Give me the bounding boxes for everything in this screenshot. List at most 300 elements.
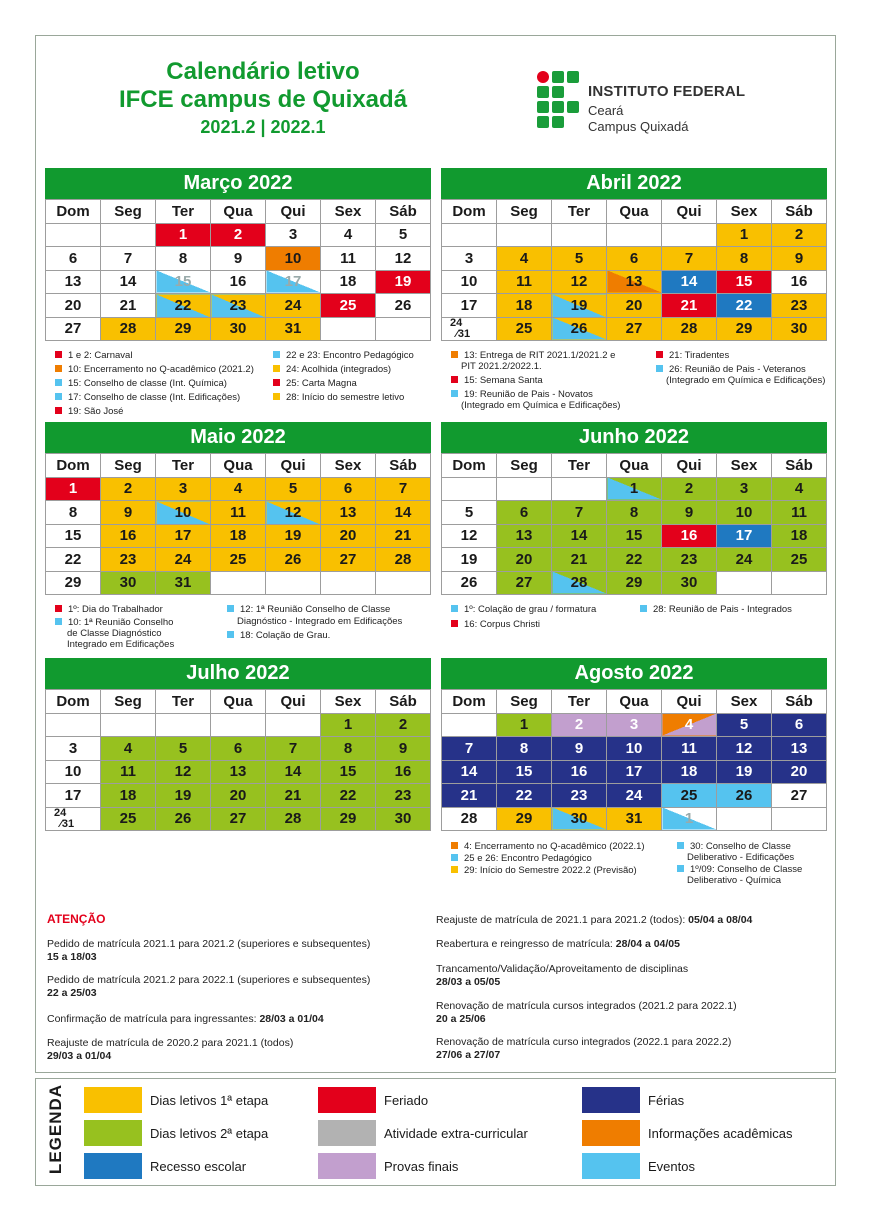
day-cell [442, 223, 497, 247]
day-cell: 11 [497, 270, 552, 294]
day-cell: 19 [376, 270, 431, 294]
week-row [46, 294, 431, 318]
note-color-square-icon [451, 866, 458, 873]
note-color-square-icon [273, 393, 280, 400]
legend-swatch [318, 1120, 376, 1146]
month-grid [45, 199, 431, 341]
day-cell: 15 [321, 760, 376, 784]
day-cell: 29 [607, 571, 662, 595]
day-cell: 1 [662, 807, 717, 831]
note-color-square-icon [451, 842, 458, 849]
week-row [46, 548, 431, 572]
note-color-square-icon [451, 376, 458, 383]
day-cell: 3 [266, 223, 321, 247]
attention-item: Renovação de matrícula curso integrados (2022.1 para 2022.2) 27/06 a 27/07 [436, 1036, 732, 1061]
calendar-note: Integrado em Edificações [67, 639, 175, 650]
day-cell: 26 [156, 807, 211, 831]
weekday-header: Seg [497, 200, 552, 224]
week-row [46, 317, 431, 341]
day-cell: 21 [101, 294, 156, 318]
day-cell: 12 [552, 270, 607, 294]
weekday-header: Qui [662, 200, 717, 224]
week-row [46, 784, 431, 808]
day-cell: 25 [662, 784, 717, 808]
day-cell: 11 [211, 501, 266, 525]
weekday-header: Qua [607, 200, 662, 224]
month-title: Março 2022 [45, 168, 431, 199]
day-cell: 26 [442, 571, 497, 595]
day-cell: 19 [717, 760, 772, 784]
logo-square [537, 116, 549, 128]
day-cell: 4 [497, 247, 552, 271]
logo-square [567, 101, 579, 113]
day-cell: 18 [321, 270, 376, 294]
week-row [442, 807, 827, 831]
calendar-note: 1 e 2: Carnaval [55, 350, 132, 361]
note-color-square-icon [55, 407, 62, 414]
day-cell: 22 [607, 548, 662, 572]
calendar-note: 4: Encerramento no Q-acadêmico (2022.1) [451, 841, 645, 852]
day-cell: 24 [266, 294, 321, 318]
day-cell: 18 [497, 294, 552, 318]
week-row [442, 223, 827, 247]
week-row [442, 737, 827, 761]
logo-square [552, 116, 564, 128]
day-cell: 28 [266, 807, 321, 831]
weekday-header: Dom [46, 200, 101, 224]
attention-item: Reabertura e reingresso de matrícula: 28/04 a 04/05 [436, 938, 680, 950]
legend-label-text: Provas finais [384, 1159, 459, 1174]
day-cell [321, 571, 376, 595]
calendar-note: 19: Reunião de Pais - Novatos [451, 389, 593, 400]
day-cell: 31 [607, 807, 662, 831]
day-cell: 12 [717, 737, 772, 761]
day-cell: 20 [321, 524, 376, 548]
month-calendar [441, 422, 827, 595]
weekday-header: Qua [211, 200, 266, 224]
day-cell: 21 [442, 784, 497, 808]
week-row [442, 571, 827, 595]
weekday-header: Sáb [772, 454, 827, 478]
day-cell: 9 [772, 247, 827, 271]
month-grid [441, 199, 827, 341]
day-cell [266, 571, 321, 595]
day-cell: 5 [717, 713, 772, 737]
day-cell: 23 [772, 294, 827, 318]
calendar-note: 1º: Colação de grau / formatura [451, 604, 596, 615]
day-cell: 27 [46, 317, 101, 341]
day-cell: 8 [497, 737, 552, 761]
note-color-square-icon [451, 620, 458, 627]
month-grid [441, 689, 827, 831]
day-cell: 6 [321, 477, 376, 501]
weekday-header: Dom [46, 454, 101, 478]
day-cell: 25 [772, 548, 827, 572]
weekday-header: Sáb [376, 690, 431, 714]
day-cell: 17 [717, 524, 772, 548]
day-cell: 31 [266, 317, 321, 341]
note-color-square-icon [55, 365, 62, 372]
day-cell: 8 [717, 247, 772, 271]
day-cell: 29 [156, 317, 211, 341]
day-cell [46, 713, 101, 737]
day-cell: 23 [211, 294, 266, 318]
day-cell: 29 [497, 807, 552, 831]
logo-name: INSTITUTO FEDERAL [588, 83, 746, 100]
weekday-header: Qui [266, 454, 321, 478]
week-row [46, 760, 431, 784]
day-cell: 24 [156, 548, 211, 572]
day-cell: 14 [376, 501, 431, 525]
legend-swatch [582, 1087, 640, 1113]
day-cell [717, 807, 772, 831]
day-cell: 17 [156, 524, 211, 548]
weekday-header: Dom [442, 690, 497, 714]
day-cell: 7 [266, 737, 321, 761]
weekday-header: Qui [266, 200, 321, 224]
note-color-square-icon [640, 605, 647, 612]
logo-square [552, 71, 564, 83]
calendar-note: (Integrado em Química e Edificações) [666, 375, 826, 386]
legend-label-text: Dias letivos 1ª etapa [150, 1093, 269, 1108]
day-cell: 22 [321, 784, 376, 808]
day-cell: 28 [552, 571, 607, 595]
day-cell: 11 [101, 760, 156, 784]
day-cell: 14 [552, 524, 607, 548]
legend-swatch [84, 1153, 142, 1179]
day-cell: 23 [101, 548, 156, 572]
note-color-square-icon [55, 393, 62, 400]
day-cell: 20 [497, 548, 552, 572]
calendar-note: 19: São José [55, 406, 123, 417]
day-cell: 30 [662, 571, 717, 595]
day-cell: 8 [321, 737, 376, 761]
day-cell: 13 [321, 501, 376, 525]
day-cell: 29 [321, 807, 376, 831]
day-cell: 15 [46, 524, 101, 548]
day-cell [772, 807, 827, 831]
month-title: Julho 2022 [45, 658, 431, 689]
day-cell: 22 [156, 294, 211, 318]
day-cell: 24 ⁄31 [46, 807, 101, 831]
week-row [442, 524, 827, 548]
logo-square [552, 86, 564, 98]
calendar-note: 17: Conselho de classe (Int. Edificações) [55, 392, 240, 403]
day-cell: 1 [717, 223, 772, 247]
day-cell: 9 [101, 501, 156, 525]
day-cell [442, 477, 497, 501]
day-cell: 12 [266, 501, 321, 525]
week-row [46, 571, 431, 595]
weekday-header: Ter [552, 200, 607, 224]
calendar-note: 12: 1ª Reunião Conselho de Classe [227, 604, 390, 615]
month-title: Maio 2022 [45, 422, 431, 453]
calendar-note: 25 e 26: Encontro Pedagógico [451, 853, 592, 864]
day-cell: 7 [101, 247, 156, 271]
day-cell: 20 [607, 294, 662, 318]
day-cell: 12 [156, 760, 211, 784]
day-cell: 14 [266, 760, 321, 784]
day-cell: 4 [662, 713, 717, 737]
day-cell: 7 [376, 477, 431, 501]
page-period: 2021.2 | 2022.1 [200, 117, 326, 137]
day-cell: 19 [552, 294, 607, 318]
page-header [48, 58, 478, 140]
note-color-square-icon [656, 365, 663, 372]
day-cell: 16 [211, 270, 266, 294]
day-cell: 16 [662, 524, 717, 548]
note-color-square-icon [451, 351, 458, 358]
day-cell: 3 [46, 737, 101, 761]
week-row [46, 247, 431, 271]
day-cell: 5 [156, 737, 211, 761]
day-cell: 30 [772, 317, 827, 341]
day-cell: 18 [772, 524, 827, 548]
day-cell: 17 [442, 294, 497, 318]
day-cell: 25 [321, 294, 376, 318]
day-cell: 10 [266, 247, 321, 271]
day-cell: 15 [497, 760, 552, 784]
note-color-square-icon [451, 854, 458, 861]
day-cell: 4 [772, 477, 827, 501]
weekday-header: Seg [497, 454, 552, 478]
day-cell: 17 [266, 270, 321, 294]
note-color-square-icon [451, 605, 458, 612]
day-cell: 12 [442, 524, 497, 548]
weekday-header: Qua [211, 454, 266, 478]
day-cell: 22 [717, 294, 772, 318]
day-cell: 27 [607, 317, 662, 341]
logo-square [537, 101, 549, 113]
calendar-note: 18: Colação de Grau. [227, 630, 330, 641]
day-cell: 2 [662, 477, 717, 501]
day-cell: 2 [376, 713, 431, 737]
day-cell [156, 713, 211, 737]
day-cell: 21 [552, 548, 607, 572]
day-cell: 25 [211, 548, 266, 572]
day-cell: 23 [662, 548, 717, 572]
week-row [46, 223, 431, 247]
day-cell: 20 [772, 760, 827, 784]
logo-state: Ceará [588, 103, 624, 118]
weekday-header: Sex [717, 454, 772, 478]
legend-label: LEGENDA [46, 1083, 65, 1175]
day-cell [376, 317, 431, 341]
day-cell: 21 [662, 294, 717, 318]
weekday-header: Dom [442, 200, 497, 224]
calendar-note: 10: Encerramento no Q-acadêmico (2021.2) [55, 364, 254, 375]
day-cell: 16 [772, 270, 827, 294]
month-title: Agosto 2022 [441, 658, 827, 689]
calendar-note: 30: Conselho de Classe [677, 841, 791, 852]
calendar-note: Deliberativo - Química [687, 875, 781, 886]
legend-swatch [84, 1087, 142, 1113]
day-cell [552, 223, 607, 247]
month-calendar [441, 168, 827, 341]
day-cell: 14 [442, 760, 497, 784]
week-row [46, 713, 431, 737]
weekday-header: Qui [662, 454, 717, 478]
attention-item: Pedido de matrícula 2021.2 para 2022.1 (superiores e subsequentes) 22 a 25/03 [47, 974, 371, 999]
day-cell: 16 [552, 760, 607, 784]
week-row [46, 807, 431, 831]
calendar-note: 29: Início do Semestre 2022.2 (Previsão) [451, 865, 637, 876]
logo-red-dot [537, 71, 549, 83]
legend-label-text: Recesso escolar [150, 1159, 247, 1174]
day-cell: 5 [442, 501, 497, 525]
legend-swatch [582, 1120, 640, 1146]
day-cell: 10 [156, 501, 211, 525]
day-cell: 6 [497, 501, 552, 525]
day-cell: 8 [607, 501, 662, 525]
weekday-header: Qua [211, 690, 266, 714]
weekday-header: Ter [156, 690, 211, 714]
day-cell: 5 [376, 223, 431, 247]
day-cell: 1 [607, 477, 662, 501]
day-cell: 11 [772, 501, 827, 525]
day-cell: 20 [46, 294, 101, 318]
weekday-header: Ter [156, 454, 211, 478]
day-cell: 16 [376, 760, 431, 784]
month-title: Abril 2022 [441, 168, 827, 199]
attention-item: Reajuste de matrícula de 2021.1 para 2021.2 (todos): 05/04 a 08/04 [436, 914, 753, 926]
calendar-note: 22 e 23: Encontro Pedagógico [273, 350, 414, 361]
day-cell: 22 [46, 548, 101, 572]
month-grid [45, 453, 431, 595]
day-cell: 3 [442, 247, 497, 271]
logo-square [537, 86, 549, 98]
day-cell [717, 571, 772, 595]
day-cell [552, 477, 607, 501]
day-cell: 9 [552, 737, 607, 761]
note-color-square-icon [273, 365, 280, 372]
note-color-square-icon [55, 351, 62, 358]
day-cell: 24 [607, 784, 662, 808]
day-cell: 17 [46, 784, 101, 808]
note-color-square-icon [55, 605, 62, 612]
day-cell: 1 [156, 223, 211, 247]
day-cell: 22 [497, 784, 552, 808]
calendar-note: 15: Conselho de classe (Int. Química) [55, 378, 227, 389]
day-cell: 24 ⁄31 [442, 317, 497, 341]
weekday-header: Seg [101, 200, 156, 224]
day-cell: 19 [156, 784, 211, 808]
logo-campus: Campus Quixadá [588, 119, 689, 134]
day-cell: 18 [662, 760, 717, 784]
note-color-square-icon [55, 618, 62, 625]
day-cell: 21 [376, 524, 431, 548]
note-color-square-icon [677, 865, 684, 872]
day-cell: 11 [662, 737, 717, 761]
day-cell: 11 [321, 247, 376, 271]
day-cell: 27 [497, 571, 552, 595]
calendar-note: 26: Reunião de Pais - Veteranos [656, 364, 806, 375]
day-cell: 14 [662, 270, 717, 294]
weekday-header: Qui [662, 690, 717, 714]
day-cell: 10 [717, 501, 772, 525]
day-cell [101, 713, 156, 737]
legend-label-text: Feriado [384, 1093, 429, 1108]
calendar-note: Diagnóstico - Integrado em Edificações [237, 616, 403, 627]
day-cell: 1 [497, 713, 552, 737]
note-color-square-icon [677, 842, 684, 849]
attention-title: ATENÇÃO [47, 912, 106, 926]
day-cell: 8 [46, 501, 101, 525]
day-cell: 17 [607, 760, 662, 784]
legend-label-text: Atividade extra-curricular [384, 1126, 528, 1141]
day-cell: 13 [46, 270, 101, 294]
day-cell: 27 [211, 807, 266, 831]
logo-square [567, 71, 579, 83]
weekday-header: Qua [607, 454, 662, 478]
day-cell [497, 477, 552, 501]
weekday-header: Dom [442, 454, 497, 478]
weekday-header: Sáb [376, 200, 431, 224]
day-cell: 26 [552, 317, 607, 341]
week-row [442, 760, 827, 784]
calendar-note: PIT 2021.2/2022.1. [461, 361, 542, 372]
legend-swatch [318, 1087, 376, 1113]
week-row [442, 713, 827, 737]
day-cell: 10 [442, 270, 497, 294]
day-cell [607, 223, 662, 247]
day-cell: 6 [772, 713, 827, 737]
day-cell: 10 [46, 760, 101, 784]
weekday-header: Sáb [772, 690, 827, 714]
day-cell: 3 [156, 477, 211, 501]
legend [35, 1078, 836, 1186]
day-cell: 19 [442, 548, 497, 572]
weekday-header: Qui [266, 690, 321, 714]
day-cell: 25 [497, 317, 552, 341]
calendar-note: de Classe Diagnóstico [67, 628, 162, 639]
day-cell: 15 [156, 270, 211, 294]
day-cell: 2 [552, 713, 607, 737]
day-cell: 23 [552, 784, 607, 808]
day-cell: 9 [376, 737, 431, 761]
month-calendar [45, 422, 431, 595]
day-cell: 7 [442, 737, 497, 761]
day-cell: 28 [376, 548, 431, 572]
day-cell: 9 [211, 247, 266, 271]
calendar-note: 15: Semana Santa [451, 375, 543, 386]
day-cell: 13 [497, 524, 552, 548]
day-cell: 21 [266, 784, 321, 808]
day-cell [662, 223, 717, 247]
week-row [46, 501, 431, 525]
weekday-header: Sex [321, 690, 376, 714]
attention-item: Confirmação de matrícula para ingressantes: 28/03 a 01/04 [47, 1013, 324, 1025]
day-cell: 13 [607, 270, 662, 294]
attention-item: Pedido de matrícula 2021.1 para 2021.2 (superiores e subsequentes) 15 a 18/03 [47, 938, 371, 963]
weekday-header: Sáb [376, 454, 431, 478]
day-cell: 10 [607, 737, 662, 761]
calendar-note: 1º/09: Conselho de Classe [677, 864, 802, 875]
month-calendar [45, 168, 431, 341]
weekday-header: Sáb [772, 200, 827, 224]
note-color-square-icon [227, 631, 234, 638]
weekday-header: Seg [497, 690, 552, 714]
weekday-header: Sex [321, 200, 376, 224]
day-cell: 4 [321, 223, 376, 247]
note-color-square-icon [273, 351, 280, 358]
day-cell: 30 [211, 317, 266, 341]
day-cell: 30 [376, 807, 431, 831]
day-cell: 6 [607, 247, 662, 271]
page-title: Calendário letivo [166, 58, 360, 85]
day-cell: 7 [662, 247, 717, 271]
weekday-header: Dom [46, 690, 101, 714]
